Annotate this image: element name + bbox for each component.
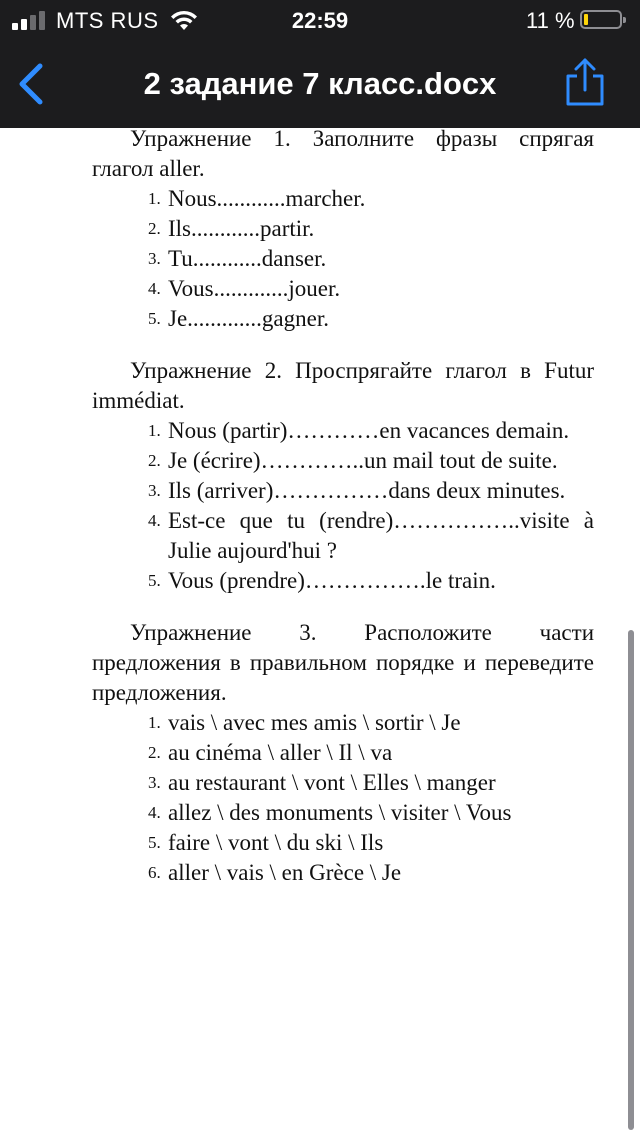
list-item: 3. Tu............danser. bbox=[148, 246, 327, 271]
list-item: 3. au restaurant \ vont \ Elles \ manger bbox=[148, 770, 496, 795]
list-item: 2. Ils............partir. bbox=[148, 216, 315, 241]
battery-icon bbox=[580, 10, 622, 29]
battery-percent: 11 % bbox=[526, 8, 575, 33]
top-bar bbox=[0, 0, 640, 128]
list-item: 4. Est-ce que tu (rendre)……………..visite à Julie aujourd'hui ? bbox=[148, 508, 594, 563]
list-item: 4. Vous.............jouer. bbox=[148, 276, 341, 301]
exercise-1-title: Упражнение 1. Заполните фразы спрягая глагол aller. bbox=[92, 126, 594, 181]
list-item: 4. allez \ des monuments \ visiter \ Vous bbox=[148, 800, 512, 825]
list-item: 5. Je.............gagner. bbox=[148, 306, 329, 331]
document-title: 2 задание 7 класс.docx bbox=[143, 66, 497, 101]
status-time: 22:59 bbox=[291, 8, 349, 33]
exercise-3-list bbox=[92, 708, 594, 888]
document-page bbox=[92, 128, 594, 888]
scrollbar[interactable] bbox=[628, 630, 634, 1130]
exercise-2-title: Упражнение 2. Проспрягайте глагол в Futur immédiat. bbox=[92, 358, 594, 413]
list-item: 3. Ils (arriver)……………dans deux minutes. bbox=[148, 478, 566, 503]
status-bar bbox=[0, 0, 640, 40]
list-item: 1. vais \ avec mes amis \ sortir \ Je bbox=[148, 710, 461, 735]
list-item: 6. aller \ vais \ en Grèce \ Je bbox=[148, 860, 402, 885]
navigation-bar bbox=[0, 40, 640, 128]
list-item: 5. Vous (prendre)…………….le train. bbox=[148, 568, 496, 593]
carrier-name: MTS RUS bbox=[56, 8, 159, 33]
exercise-1-list bbox=[92, 184, 594, 334]
share-icon[interactable] bbox=[562, 56, 608, 108]
list-item: 2. au cinéma \ aller \ Il \ va bbox=[148, 740, 393, 765]
list-item: 2. Je (écrire)…………..un mail tout de suite. bbox=[148, 448, 558, 473]
list-item: 1. Nous............marcher. bbox=[148, 186, 366, 211]
exercise-3-title: Упражнение 3. Расположите части предложения в правильном порядке и переведите предложения. bbox=[92, 620, 594, 705]
exercise-2-list bbox=[92, 416, 594, 596]
battery-level bbox=[584, 14, 588, 25]
list-item: 5. faire \ vont \ du ski \ Ils bbox=[148, 830, 384, 855]
list-item: 1. Nous (partir)…………en vacances demain. bbox=[148, 418, 570, 443]
